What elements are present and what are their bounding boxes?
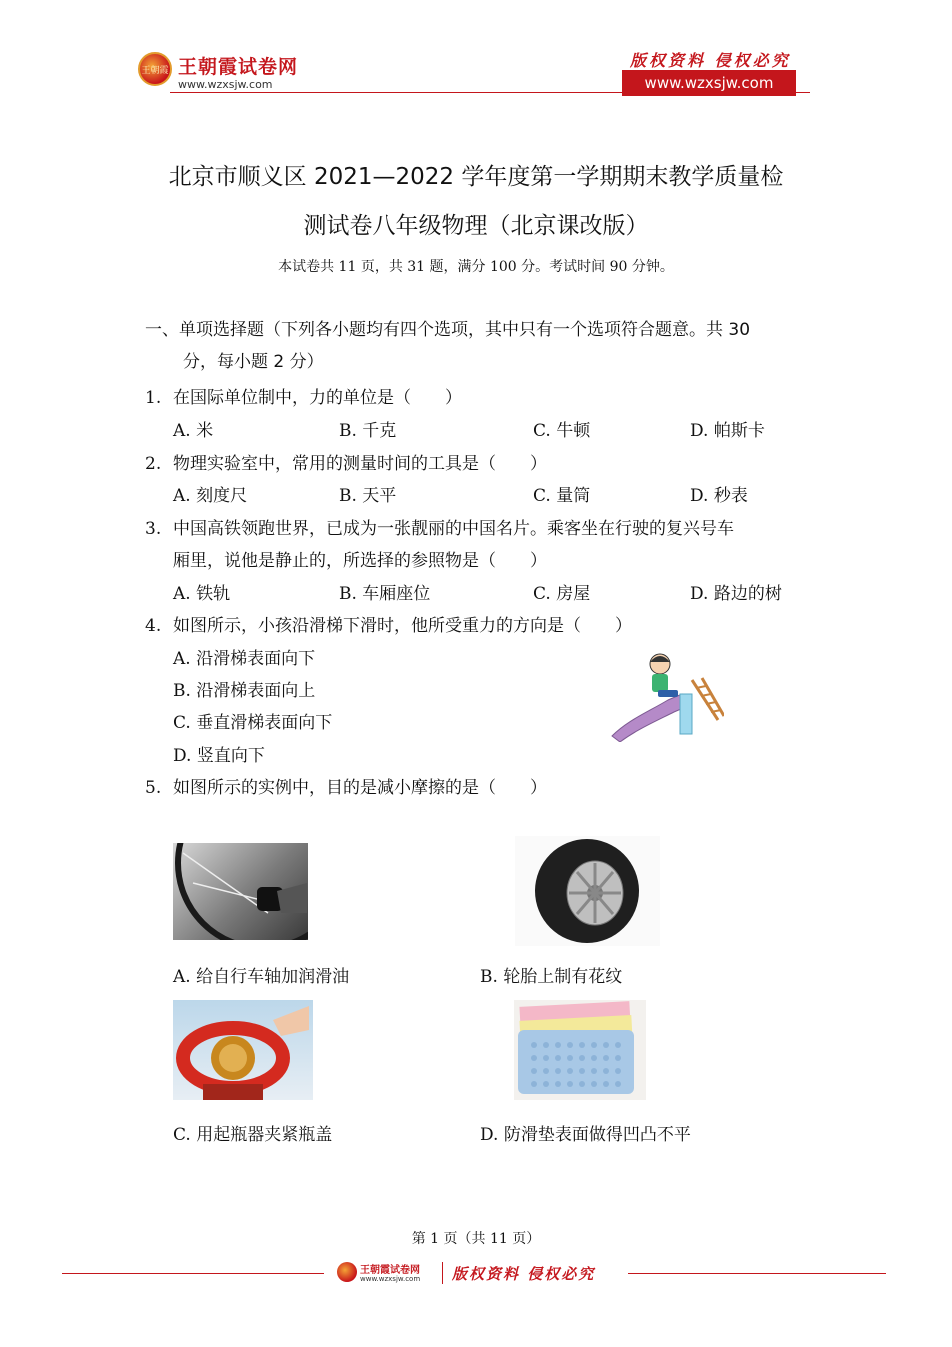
footer-logo-icon [337, 1262, 357, 1282]
question-number: 4. [145, 616, 162, 636]
q1-option-c: C. 牛顿 [533, 421, 591, 441]
question-number: 1. [145, 388, 162, 408]
q1-option-a: A. 米 [173, 421, 214, 441]
q3-option-a: A. 铁轨 [173, 584, 231, 604]
q1-option-b: B. 千克 [339, 421, 397, 441]
question-4 [145, 611, 632, 636]
logo-badge-text: 王朝霞 [141, 66, 169, 76]
bike-wheel-drawing [173, 843, 308, 940]
section-heading-line2: 分，每小题 2 分） [183, 352, 324, 372]
section-heading-line1: 一、单项选择题（下列各小题均有四个选项，其中只有一个选项符合题意。共 30 [145, 320, 751, 340]
q3-option-b: B. 车厢座位 [339, 584, 431, 604]
q4-option-c: C. 垂直滑梯表面向下 [173, 713, 333, 733]
header-slogan: 版权资料 侵权必究 [630, 51, 791, 70]
q2-option-c: C. 量筒 [533, 486, 591, 506]
header-divider [170, 92, 810, 93]
question-number: 2. [145, 454, 162, 474]
question-stem: 在国际单位制中，力的单位是（ ） [173, 388, 462, 408]
q5-option-d: D. 防滑垫表面做得凹凸不平 [480, 1125, 691, 1145]
q4-option-b: B. 沿滑梯表面向上 [173, 681, 316, 701]
logo-url: www.wzxsjw.com [178, 78, 273, 91]
slide-illustration [608, 650, 724, 742]
q5-option-c: C. 用起瓶器夹紧瓶盖 [173, 1125, 333, 1145]
footer-logo-url: www.wzxsjw.com [360, 1275, 421, 1283]
exam-title-line2: 测试卷八年级物理（北京课改版） [303, 213, 649, 239]
question-stem: 如图所示，小孩沿滑梯下滑时，他所受重力的方向是（ ） [173, 616, 632, 636]
question-stem: 物理实验室中，常用的测量时间的工具是（ ） [173, 454, 547, 474]
mat-drawing [514, 1000, 646, 1100]
question-number: 5. [145, 778, 162, 798]
logo-name: 王朝霞试卷网 [178, 56, 299, 78]
footer-divider-right [628, 1273, 886, 1274]
q3-option-d: D. 路边的树 [690, 584, 782, 604]
exam-info: 本试卷共 11 页，共 31 题，满分 100 分。考试时间 90 分钟。 [278, 259, 674, 275]
question-3-continued: 厢里，说他是静止的，所选择的参照物是（ ） [173, 551, 547, 571]
tyre-photo [515, 836, 660, 946]
anti-slip-mat-photo [514, 1000, 646, 1100]
question-number: 3. [145, 519, 162, 539]
question-1 [145, 383, 462, 408]
question-stem: 如图所示的实例中，目的是减小摩擦的是（ ） [173, 778, 547, 798]
footer-divider-left [62, 1273, 324, 1274]
exam-title-line1: 北京市顺义区 2021—2022 学年度第一学期期末教学质量检 [168, 164, 784, 190]
question-2 [145, 449, 547, 474]
question-5 [145, 773, 547, 798]
section-heading [145, 314, 815, 378]
q5-option-b: B. 轮胎上制有花纹 [480, 967, 623, 987]
q4-option-a: A. 沿滑梯表面向下 [173, 649, 316, 669]
q1-option-d: D. 帕斯卡 [690, 421, 765, 441]
footer-slogan: 版权资料 侵权必究 [452, 1265, 596, 1283]
footer-logo-name: 王朝霞试卷网 [360, 1265, 420, 1276]
opener-drawing [173, 1000, 313, 1100]
footer-separator [442, 1262, 443, 1284]
q2-option-b: B. 天平 [339, 486, 397, 506]
q5-option-a: A. 给自行车轴加润滑油 [173, 967, 350, 987]
header-url-bar: www.wzxsjw.com [622, 70, 796, 96]
q2-option-a: A. 刻度尺 [173, 486, 248, 506]
q3-option-c: C. 房屋 [533, 584, 591, 604]
question-3 [145, 514, 734, 539]
bike-axle-photo [173, 843, 308, 940]
page-number: 第 1 页（共 11 页） [411, 1231, 541, 1247]
slide-drawing [608, 650, 724, 742]
q4-option-d: D. 竖直向下 [173, 746, 265, 766]
q2-option-d: D. 秒表 [690, 486, 748, 506]
logo-badge-icon [138, 52, 172, 86]
tyre-drawing [515, 836, 660, 946]
bottle-opener-photo [173, 1000, 313, 1100]
question-stem: 中国高铁领跑世界，已成为一张靓丽的中国名片。乘客坐在行驶的复兴号车 [173, 519, 734, 539]
